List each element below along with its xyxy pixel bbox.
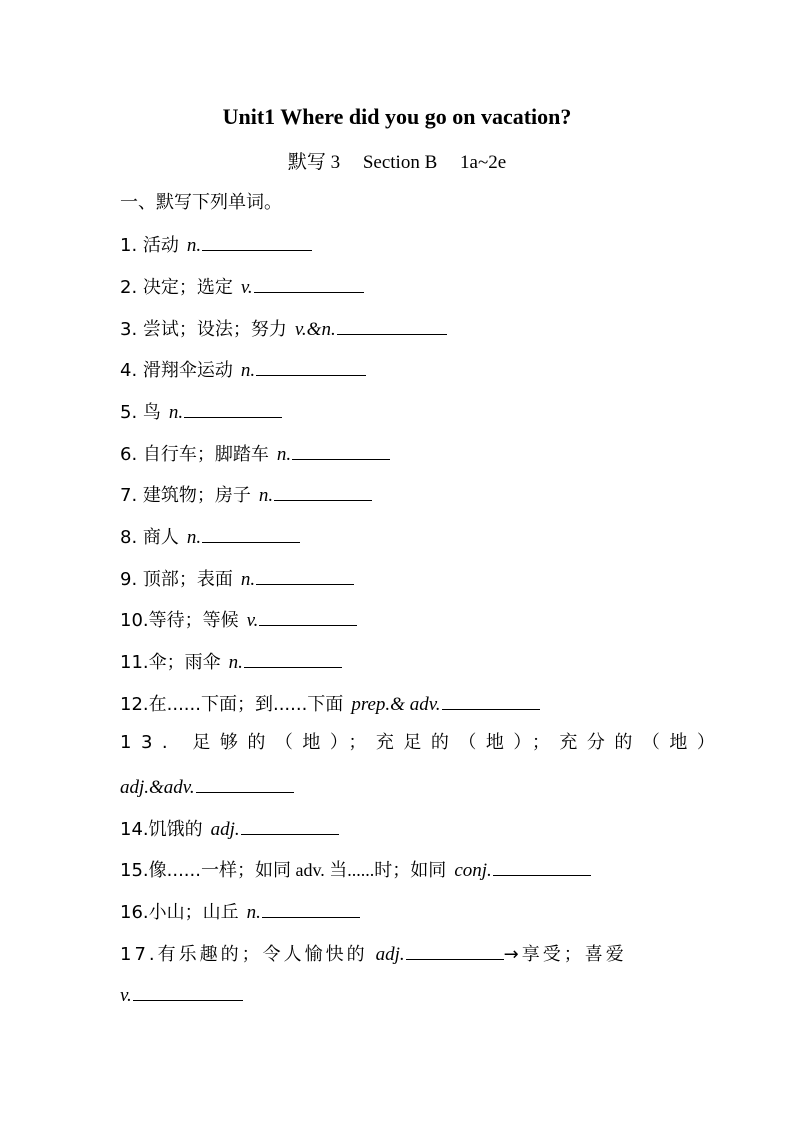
list-item	[120, 440, 390, 467]
list-item	[120, 356, 366, 383]
list-item	[120, 648, 342, 675]
item-pos: n.	[258, 485, 274, 506]
item-number: 16.	[120, 902, 149, 923]
item-pos: n.	[276, 444, 292, 465]
item-chinese: 顶部；表面	[142, 569, 233, 590]
worksheet-title: Unit1 Where did you go on vacation?	[222, 104, 572, 129]
item-pos: adj.&adv.	[120, 777, 195, 798]
item-chinese: 尝试；设法；努力	[142, 319, 287, 340]
item-number: 11.	[120, 652, 149, 673]
answer-blank[interactable]	[202, 523, 300, 543]
item-pos: v.	[240, 277, 253, 298]
answer-blank[interactable]	[256, 356, 366, 376]
item-number: 6.	[120, 444, 143, 465]
item-pos: n.	[186, 235, 202, 256]
item-number: 7.	[120, 485, 143, 506]
item-pos: n.	[186, 527, 202, 548]
item-chinese: 有乐趣的；令人愉快的	[157, 944, 368, 965]
answer-blank[interactable]	[259, 606, 357, 626]
item-number: 15.	[120, 860, 149, 881]
answer-blank[interactable]	[406, 940, 504, 960]
item-number: 4.	[120, 360, 143, 381]
list-item-continuation	[120, 773, 294, 800]
list-item	[120, 523, 300, 550]
list-item	[120, 315, 447, 342]
item-chinese: 商人	[142, 527, 179, 548]
list-item	[120, 606, 357, 633]
answer-blank[interactable]	[196, 773, 294, 793]
list-item	[120, 273, 364, 300]
answer-blank[interactable]	[442, 690, 540, 710]
item-chinese: 活动	[142, 235, 179, 256]
list-item-continuation	[120, 981, 243, 1008]
answer-blank[interactable]	[493, 856, 591, 876]
item-pos: prep.& adv.	[351, 694, 441, 715]
list-item	[120, 731, 724, 755]
answer-blank[interactable]	[262, 898, 360, 918]
answer-blank[interactable]	[241, 815, 339, 835]
answer-blank[interactable]	[274, 481, 372, 501]
item-chinese: 滑翔伞运动	[142, 360, 233, 381]
item-number: 9.	[120, 569, 143, 590]
item-chinese: 建筑物；房子	[142, 485, 251, 506]
section-heading: 一、默写下列单词。	[120, 192, 282, 213]
answer-blank[interactable]	[202, 231, 312, 251]
list-item	[120, 940, 627, 967]
answer-blank[interactable]	[133, 981, 243, 1001]
item-number: 3.	[120, 319, 143, 340]
item-number: 2.	[120, 277, 143, 298]
item-chinese: 伞；雨伞	[148, 652, 221, 673]
item-number: 5.	[120, 402, 143, 423]
item-number: 13.	[120, 732, 193, 753]
item-chinese: 决定；选定	[142, 277, 233, 298]
list-item	[120, 898, 360, 925]
subtitle-part3: 1a~2e	[460, 152, 507, 173]
item-chinese: 在......下面；到......下面	[148, 694, 344, 715]
list-item	[120, 398, 282, 425]
item-pos: conj.	[454, 860, 492, 881]
item-chinese: 小山；山丘	[148, 902, 239, 923]
list-item	[120, 856, 591, 883]
item-pos: v.&n.	[294, 319, 336, 340]
item-pos: n.	[246, 902, 261, 923]
item-chinese: 等待；等候	[148, 610, 239, 631]
list-item	[120, 815, 339, 842]
subtitle-part1: 默写 3	[287, 152, 341, 173]
subtitle-part2: Section B	[362, 152, 438, 173]
item-pos: adj.	[375, 944, 405, 965]
item-number: 12.	[120, 694, 149, 715]
item-extra: adv. 当......时；如同	[290, 860, 447, 880]
answer-blank[interactable]	[292, 440, 390, 460]
item-pos2: v.	[120, 985, 132, 1006]
list-item	[120, 231, 312, 258]
list-item	[120, 481, 372, 508]
list-item	[120, 690, 540, 717]
item-pos: n.	[240, 360, 256, 381]
item-chinese: 像......一样；如同	[148, 860, 291, 881]
item-number: 8.	[120, 527, 143, 548]
item-number: 17.	[120, 944, 158, 965]
item-number: 14.	[120, 819, 149, 840]
answer-blank[interactable]	[337, 315, 447, 335]
item-number: 1.	[120, 235, 143, 256]
item-pos: n.	[168, 402, 184, 423]
item-chinese: 鸟	[142, 402, 161, 423]
worksheet-subtitle	[0, 147, 794, 174]
item-chinese: 饥饿的	[148, 819, 203, 840]
item-pos: v.	[246, 610, 259, 631]
item-pos: n.	[228, 652, 243, 673]
answer-blank[interactable]	[184, 398, 282, 418]
answer-blank[interactable]	[256, 565, 354, 585]
item-pos: n.	[240, 569, 256, 590]
answer-blank[interactable]	[254, 273, 364, 293]
item-chinese: 自行车；脚踏车	[142, 444, 269, 465]
item-number: 10.	[120, 610, 149, 631]
item-pos: adj.	[210, 819, 240, 840]
list-item	[120, 565, 354, 592]
answer-blank[interactable]	[244, 648, 342, 668]
item-chinese: 足够的（地）；充足的（地）；充分的（地）	[192, 732, 725, 753]
item-after: →享受；喜爱	[503, 944, 627, 965]
